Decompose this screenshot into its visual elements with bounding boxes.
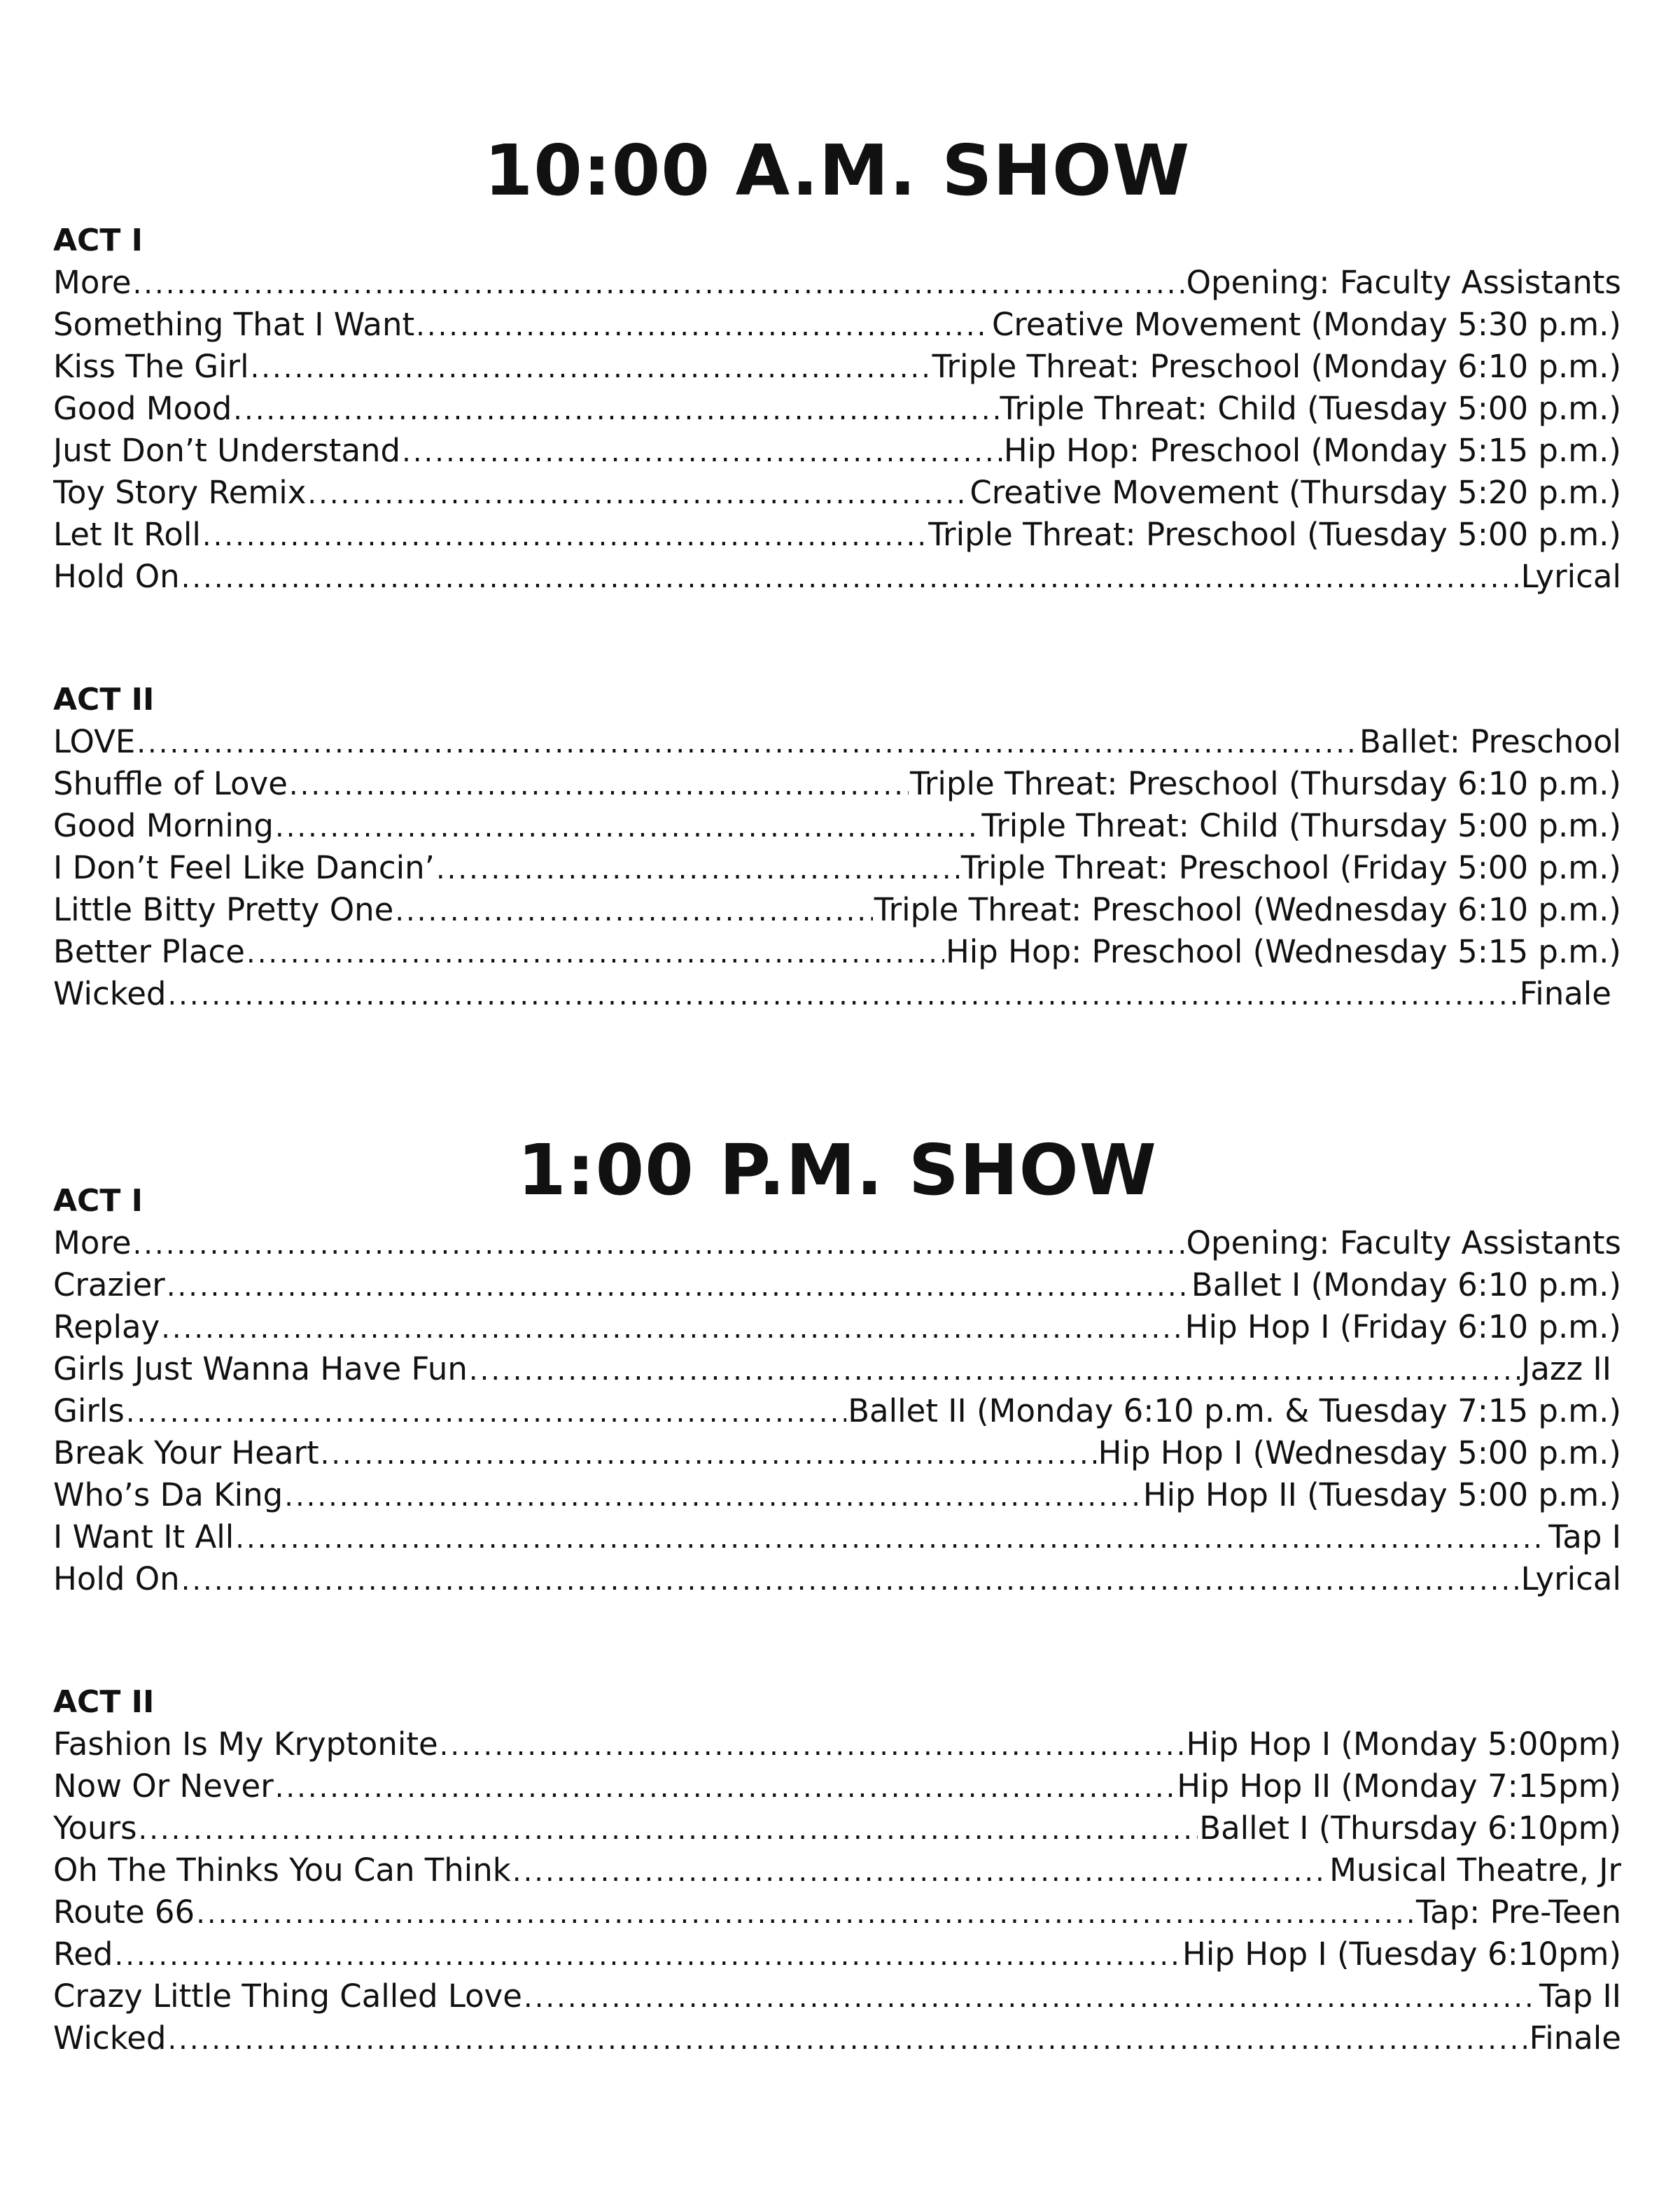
dot-leader (167, 973, 1518, 1015)
dot-leader (235, 1516, 1547, 1558)
act-heading: ACT II (53, 682, 155, 718)
performer: Hip Hop: Preschool (Monday 5:15 p.m.) (1003, 432, 1621, 469)
program-row (53, 721, 1621, 763)
song-title: Oh The Thinks You Can Think (53, 1851, 511, 1889)
performer: Hip Hop I (Wednesday 5:00 p.m.) (1098, 1434, 1621, 1471)
song-title: Let It Roll (53, 516, 201, 553)
program-row (53, 1765, 1621, 1807)
dot-leader (469, 1348, 1520, 1390)
act-heading: ACT I (53, 223, 144, 258)
program-row (53, 1558, 1621, 1600)
dot-leader (233, 388, 998, 430)
performer: Opening: Faculty Assistants (1186, 1224, 1621, 1261)
dot-leader (289, 763, 909, 805)
song-title: Now Or Never (53, 1768, 274, 1805)
program-row (53, 889, 1621, 931)
song-title: Girls Just Wanna Have Fun (53, 1350, 468, 1387)
performer: Hip Hop I (Monday 5:00pm) (1186, 1726, 1621, 1763)
program-row (53, 1348, 1621, 1390)
performer: Musical Theatre, Jr (1329, 1851, 1621, 1889)
performer: Triple Threat: Preschool (Tuesday 5:00 p.m.) (928, 516, 1621, 553)
performer: Ballet I (Thursday 6:10pm) (1199, 1809, 1621, 1847)
dot-leader (167, 2017, 1527, 2059)
program-row (53, 514, 1621, 556)
program-row (53, 1807, 1621, 1849)
performer: Creative Movement (Monday 5:30 p.m.) (991, 306, 1621, 343)
song-title: Crazier (53, 1266, 165, 1303)
performer: Ballet I (Monday 6:10 p.m.) (1191, 1266, 1621, 1303)
song-title: Crazy Little Thing Called Love (53, 1977, 522, 2015)
program-row (53, 1474, 1621, 1516)
program-row (53, 805, 1621, 847)
show-title: 10:00 A.M. SHOW (484, 130, 1191, 211)
performer: Triple Threat: Child (Thursday 5:00 p.m.) (981, 807, 1621, 844)
program-row (53, 262, 1621, 304)
dot-leader (440, 1723, 1185, 1765)
program-row (53, 931, 1621, 973)
performer: Opening: Faculty Assistants (1186, 264, 1621, 301)
program-row (53, 430, 1621, 472)
performer: Jazz II (1521, 1350, 1611, 1387)
dot-leader (133, 262, 1185, 304)
performer: Ballet: Preschool (1359, 723, 1621, 760)
dot-leader (321, 1432, 1097, 1474)
song-title: LOVE (53, 723, 136, 760)
program-row (53, 1723, 1621, 1765)
song-title: Something That I Want (53, 306, 415, 343)
dot-leader (202, 514, 927, 556)
song-title: Just Don’t Understand (53, 432, 401, 469)
performer: Hip Hop II (Monday 7:15pm) (1177, 1768, 1621, 1805)
song-title: Good Morning (53, 807, 274, 844)
performer: Hip Hop I (Tuesday 6:10pm) (1182, 1935, 1621, 1973)
dot-leader (395, 889, 872, 931)
song-title: Little Bitty Pretty One (53, 891, 394, 928)
program-row (53, 2017, 1621, 2059)
dot-leader (196, 1891, 1415, 1933)
dot-leader (402, 430, 1002, 472)
performer: Finale (1519, 975, 1611, 1012)
performer: Lyrical (1520, 1560, 1621, 1597)
dot-leader (181, 556, 1520, 598)
performer: Triple Threat: Preschool (Wednesday 6:10 p.m.) (874, 891, 1621, 928)
performer: Triple Threat: Preschool (Friday 5:00 p.m.) (960, 849, 1621, 886)
program-row (53, 847, 1621, 889)
performer: Lyrical (1520, 558, 1621, 595)
performer: Hip Hop II (Tuesday 5:00 p.m.) (1142, 1476, 1621, 1513)
song-title: Toy Story Remix (53, 474, 307, 511)
program-row (53, 1222, 1621, 1264)
program-row (53, 1975, 1621, 2017)
dot-leader (512, 1849, 1328, 1891)
show-title: 1:00 P.M. SHOW (517, 1129, 1157, 1211)
dot-leader (246, 931, 944, 973)
program-row (53, 304, 1621, 346)
program-row (53, 763, 1621, 805)
song-title: I Want It All (53, 1518, 234, 1555)
performer: Creative Movement (Thursday 5:20 p.m.) (969, 474, 1621, 511)
song-title: Yours (53, 1809, 137, 1847)
dot-leader (136, 721, 1358, 763)
dot-leader (167, 1264, 1190, 1306)
program-row (53, 973, 1621, 1015)
dot-leader (524, 1975, 1538, 2017)
program-row (53, 1390, 1621, 1432)
act-2 (53, 679, 1621, 1015)
song-title: Hold On (53, 558, 180, 595)
song-title: Kiss The Girl (53, 348, 249, 385)
song-title: Better Place (53, 933, 245, 970)
dot-leader (416, 304, 990, 346)
performer: Triple Threat: Preschool (Monday 6:10 p.m.) (932, 348, 1621, 385)
song-title: Red (53, 1935, 113, 1973)
program-row (53, 1516, 1621, 1558)
performer: Triple Threat: Preschool (Thursday 6:10 p.m.) (910, 765, 1621, 802)
performer: Finale (1529, 2019, 1621, 2057)
song-title: Replay (53, 1308, 160, 1345)
song-title: More (53, 264, 132, 301)
program-row (53, 388, 1621, 430)
song-title: Wicked (53, 2019, 167, 2057)
dot-leader (126, 1390, 846, 1432)
act-heading: ACT I (53, 1183, 144, 1219)
program-row (53, 1432, 1621, 1474)
song-title: Good Mood (53, 390, 232, 427)
dot-leader (115, 1933, 1182, 1975)
performer: Tap I (1548, 1518, 1621, 1555)
dot-leader (436, 847, 960, 889)
song-title: Shuffle of Love (53, 765, 288, 802)
performer: Tap II (1539, 1977, 1621, 2015)
act-1 (53, 1180, 1621, 1600)
dot-leader (139, 1807, 1198, 1849)
act-heading: ACT II (53, 1684, 155, 1720)
act-1 (53, 220, 1621, 598)
dot-leader (284, 1474, 1142, 1516)
act-2 (53, 1681, 1621, 2059)
program-row (53, 1933, 1621, 1975)
song-title: Hold On (53, 1560, 180, 1597)
dot-leader (251, 346, 931, 388)
song-title: Route 66 (53, 1893, 195, 1931)
dot-leader (133, 1222, 1185, 1264)
program-row (53, 346, 1621, 388)
program-row (53, 472, 1621, 514)
dot-leader (307, 472, 968, 514)
song-title: More (53, 1224, 132, 1261)
performer: Hip Hop: Preschool (Wednesday 5:15 p.m.) (945, 933, 1621, 970)
program-row (53, 556, 1621, 598)
dot-leader (275, 805, 980, 847)
dot-leader (275, 1765, 1175, 1807)
program-row (53, 1891, 1621, 1933)
song-title: I Don’t Feel Like Dancin’ (53, 849, 435, 886)
song-title: Fashion Is My Kryptonite (53, 1726, 438, 1763)
song-title: Who’s Da King (53, 1476, 284, 1513)
performer: Hip Hop I (Friday 6:10 p.m.) (1184, 1308, 1621, 1345)
performer: Tap: Pre-Teen (1415, 1893, 1621, 1931)
dot-leader (181, 1558, 1520, 1600)
song-title: Girls (53, 1392, 125, 1429)
song-title: Wicked (53, 975, 167, 1012)
dot-leader (161, 1306, 1184, 1348)
song-title: Break Your Heart (53, 1434, 319, 1471)
performer: Triple Threat: Child (Tuesday 5:00 p.m.) (1000, 390, 1621, 427)
performer: Ballet II (Monday 6:10 p.m. & Tuesday 7:15 p.m.) (848, 1392, 1621, 1429)
program-row (53, 1306, 1621, 1348)
program-row (53, 1849, 1621, 1891)
program-row (53, 1264, 1621, 1306)
